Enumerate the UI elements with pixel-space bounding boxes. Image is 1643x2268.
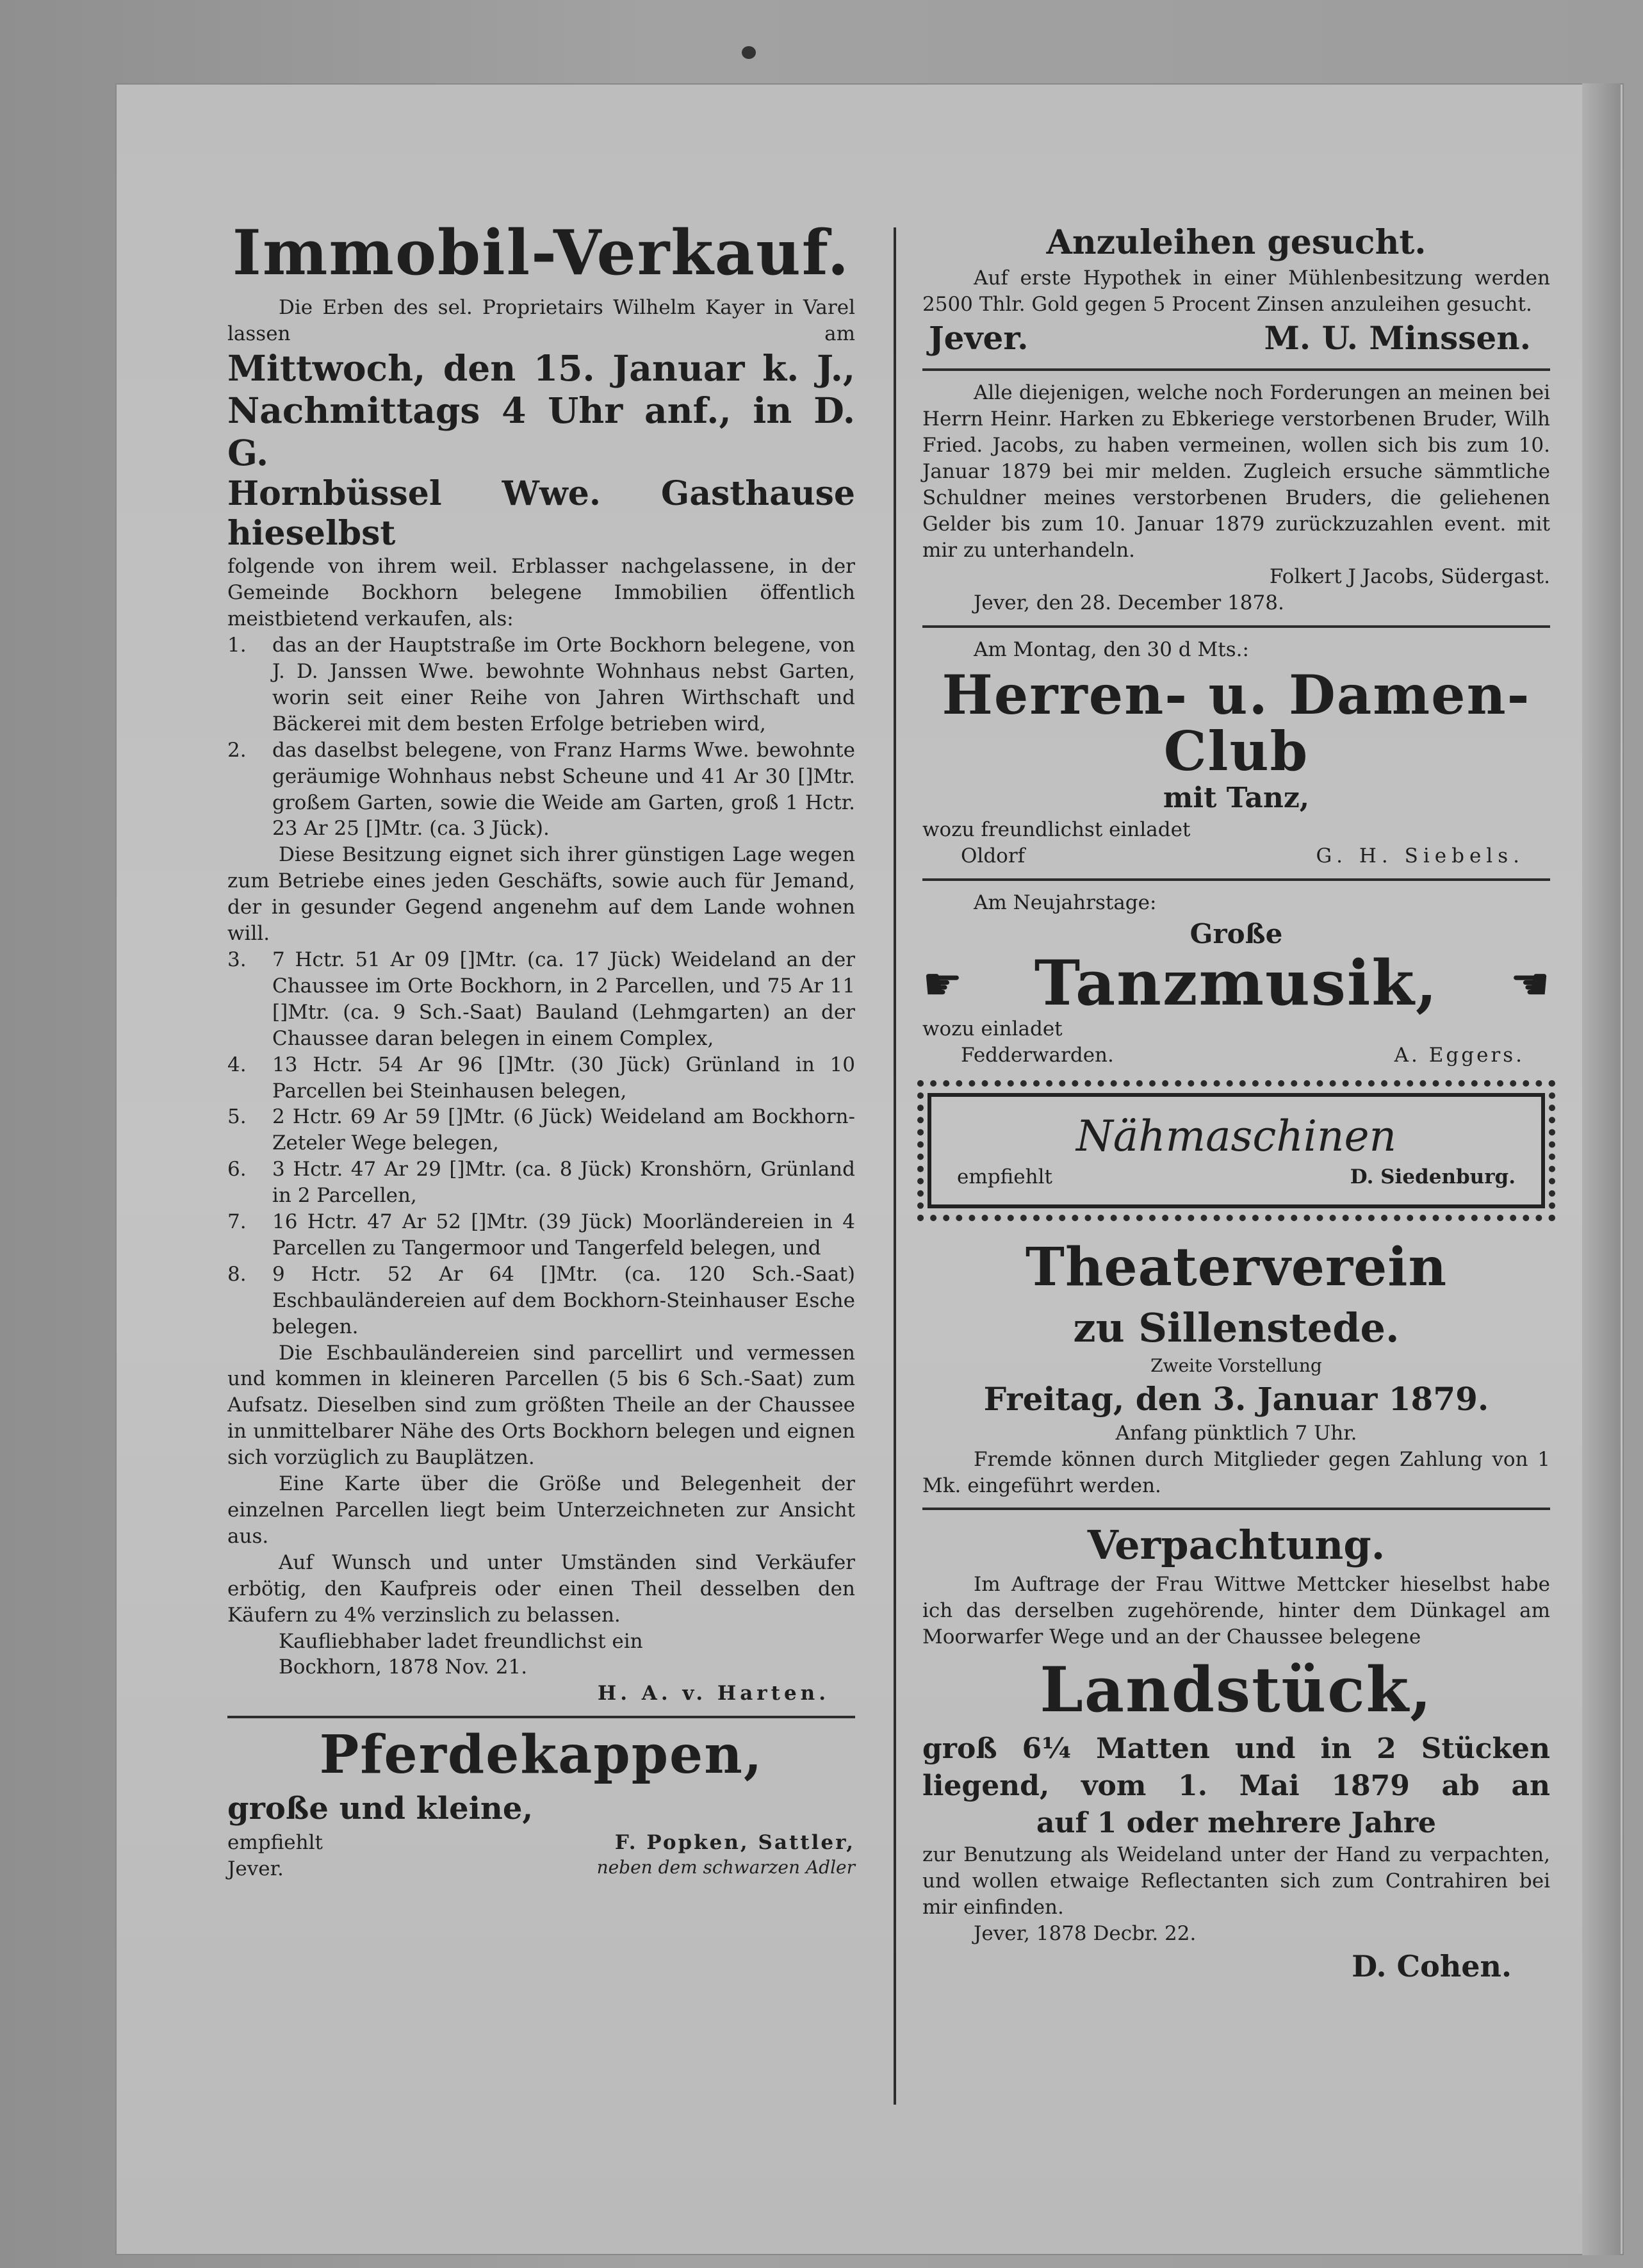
list-item: 1. das an der Hauptstraße im Orte Bockhorn belegene, von J. D. Janssen Wwe. bewohnte Wohnhaus nebst Garten, worin seit einer Reihe von Jahren Wirthschaft und Bäckerei mit dem besten Erfolge betrieben wird, [227,634,855,735]
list-item: 5. 2 Hctr. 69 Ar 59 []Mtr. (6 Jück) Weideland am Bockhorn-Zeteler Wege belegen, [227,1105,855,1155]
verpachtung-text: Im Auftrage der Frau Wittwe Mettcker hieselbst habe ich das derselben zugehörende, hinter dem Dünkagel am Moorwarfer Wege und an der Chaussee belegene [922,1573,1550,1649]
ornamental-box-naehmaschinen [928,1093,1545,1208]
theater-subtitle: zu Sillenstede. [1073,1304,1400,1351]
signature-harten: H. A. v. Harten. [597,1682,830,1705]
pointing-hand-left-icon: ☚ [1510,957,1550,1010]
tanzmusik-date-line: Am Neujahrstage: [974,891,1157,914]
club-invite: wozu freundlichst einladet [922,818,1191,841]
intro-text: Die Erben des sel. Proprietairs Wilhelm Kayer in Varel lassen am [227,295,855,345]
ad-divider [227,1716,855,1718]
ad-title-tanzmusik: Tanzmusik, [1034,947,1439,1020]
ad-title-immobil: Immobil-Verkauf. [232,217,851,289]
ad-title-theaterverein: Theaterverein [1025,1236,1448,1298]
club-date-line: Am Montag, den 30 d Mts.: [974,637,1249,661]
ad-divider [922,1508,1550,1510]
ad-title-naehmaschinen: Nähmaschinen [1075,1111,1397,1161]
ad-divider [922,625,1550,628]
landstueck-line-1: groß 6¼ Matten und in 2 Stücken [922,1732,1550,1765]
loan-footer: Jever. M. U. Minssen. [929,319,1531,357]
list-item: 2. das daselbst belegene, von Franz Harms Wwe. bewohnte geräumige Wohnhaus nebst Scheune und 41 Ar 30 []Mtr. großem Garten, sowie die Weide am Garten, groß 1 Hctr. 23 Ar 25 []Mtr. (ca. 3 Jück). [227,738,855,841]
tanzmusik-footer: Fedderwarden. A. Eggers. [961,1043,1524,1067]
list-item: 3. 7 Hctr. 51 Ar 09 []Mtr. (ca. 17 Jück) Weideland an der Chaussee im Orte Bockhorn, in 2 Parcellen, und 75 Ar 11 []Mtr. (ca. 9 Sch.-Saat) Bauland (Lehmgarten) an der Chaussee daran belegen in einem Complex, [227,948,855,1050]
list-item: 6. 3 Hctr. 47 Ar 29 []Mtr. (ca. 8 Jück) Kronshörn, Grünland in 2 Parcellen, [227,1158,855,1208]
auction-place: Hornbüssel Wwe. Gasthause hieselbst [227,473,855,553]
closing-place-date: Bockhorn, 1878 Nov. 21. [279,1656,528,1679]
naehmaschinen-footer: empfiehlt D. Siedenburg. [957,1165,1516,1188]
verpachtung-signature: D. Cohen. [1352,1948,1512,1984]
auction-date: Mittwoch, den 15. Januar k. J., [227,347,855,389]
verpachtung-text-2: zur Benutzung als Weideland unter der Hand zu verpachten, und wollen etwaige Reflectanten sich zum Contrahiren bei mir einfinden. [922,1843,1550,1919]
pferdekappen-footer-2: Jever. neben dem schwarzen Adler [227,1856,855,1880]
theater-start: Anfang pünktlich 7 Uhr. [1115,1421,1357,1445]
landstueck-line-2: liegend, vom 1. Mai 1879 ab an [922,1769,1550,1802]
right-column [922,221,1550,1985]
loan-text: Auf erste Hypothek in einer Mühlenbesitzung werden 2500 Thlr. Gold gegen 5 Procent Zinsen anzuleihen gesucht. [922,266,1550,316]
ad-title-club: Herren- u. Damen-Club [942,662,1531,783]
landstueck-line-3: auf 1 oder mehrere Jahre [1036,1806,1436,1839]
map-paragraph: Eine Karte über die Größe und Belegenheit der einzelnen Parcellen liegt beim Unterzeichneten zur Ansicht aus. [227,1472,855,1548]
tanzmusik-small: Große [1189,917,1283,949]
eschbau-paragraph: Die Eschbauländereien sind parcellirt und vermessen und kommen in kleineren Parcellen (5 bis 6 Sch.-Saat) zum Aufsatz. Dieselben sind zum größten Theile an der Chaussee in unmittelbarer Nähe des Orts Bockhorn belegen und eignen sich vorzüglich zu Bauplätzen. [227,1341,855,1470]
ad-divider [922,878,1550,881]
ad-title-verpachtung: Verpachtung. [1087,1522,1386,1569]
tanzmusik-headline [922,947,1550,1020]
auction-time: Nachmittags 4 Uhr anf., in D. G. [227,389,855,473]
ad-title-anzuleihen: Anzuleihen gesucht. [1046,223,1426,262]
ad-title-pferdekappen: Pferdekappen, [319,1724,764,1786]
creditor-notice: Alle diejenigen, welche noch Forderungen an meinen bei Herrn Heinr. Harken zu Ebkeriege verstorbenen Bruder, Wilh Fried. Jacobs, zu haben vermeinen, wollen sich bis zum 10. Januar 1879 bei mir melden. Zugleich ersuche sämmtliche Schuldner meines verstorbenen Bruders, die geliehenen Gelder bis zum 10. Januar 1879 zurückzuzahlen event. mit mir zu unterhandeln. [922,381,1550,562]
pferdekappen-footer-1: empfiehlt F. Popken, Sattler, [227,1830,855,1854]
property-list-a [227,632,855,842]
creditor-date: Jever, den 28. December 1878. [974,591,1284,614]
column-divider [894,227,896,2105]
creditor-signature: Folkert J Jacobs, Südergast. [1269,564,1550,588]
list-item: 8. 9 Hctr. 52 Ar 64 []Mtr. (ca. 120 Sch.-Saat) Eschbauländereien auf dem Bockhorn-Steinhauser Esche belegen. [227,1262,855,1338]
location-paragraph: Diese Besitzung eignet sich ihrer günstigen Lage wegen zum Betriebe eines jeden Geschäfts, sowie auch für Jemand, der in gesunder Gegend angenehm auf dem Lande wohnen will. [227,843,855,946]
ad-divider [922,368,1550,371]
club-subtitle: mit Tanz, [1163,781,1310,814]
ad-big-landstueck: Landstück, [1040,1654,1433,1727]
closing-invite: Kaufliebhaber ladet freundlichst ein [279,1629,643,1653]
theater-small: Zweite Vorstellung [1150,1354,1322,1376]
ad-subtitle-pferdekappen: große und kleine, [227,1791,534,1827]
pointing-hand-right-icon: ☛ [922,957,963,1010]
binding-hole [742,46,756,59]
property-list-b [227,947,855,1340]
theater-text: Fremde können durch Mitglieder gegen Zahlung von 1 Mk. eingeführt werden. [922,1447,1550,1497]
list-item: 4. 13 Hctr. 54 Ar 96 []Mtr. (30 Jück) Grünland in 10 Parcellen bei Steinhausen belegen, [227,1053,855,1103]
theater-date: Freitag, den 3. Januar 1879. [983,1379,1489,1418]
payment-paragraph: Auf Wunsch und unter Umständen sind Verkäufer erbötig, den Kaufpreis oder einen Theil desselben den Käufern zu 4% verzinslich zu belassen. [227,1550,855,1627]
page-edge [1582,83,1621,2255]
tanzmusik-invite: wozu einladet [922,1017,1063,1040]
left-column [227,217,855,1882]
club-footer: Oldorf G. H. Siebels. [961,844,1524,867]
intro-text-2: folgende von ihrem weil. Erblasser nachgelassene, in der Gemeinde Bockhorn belegene Immobilien öffentlich meistbietend verkaufen, als: [227,555,855,631]
verpachtung-date: Jever, 1878 Decbr. 22. [974,1921,1197,1945]
list-item: 7. 16 Hctr. 47 Ar 52 []Mtr. (39 Jück) Moorländereien in 4 Parcellen zu Tangermoor und Tangerfeld belegen, und [227,1210,855,1260]
